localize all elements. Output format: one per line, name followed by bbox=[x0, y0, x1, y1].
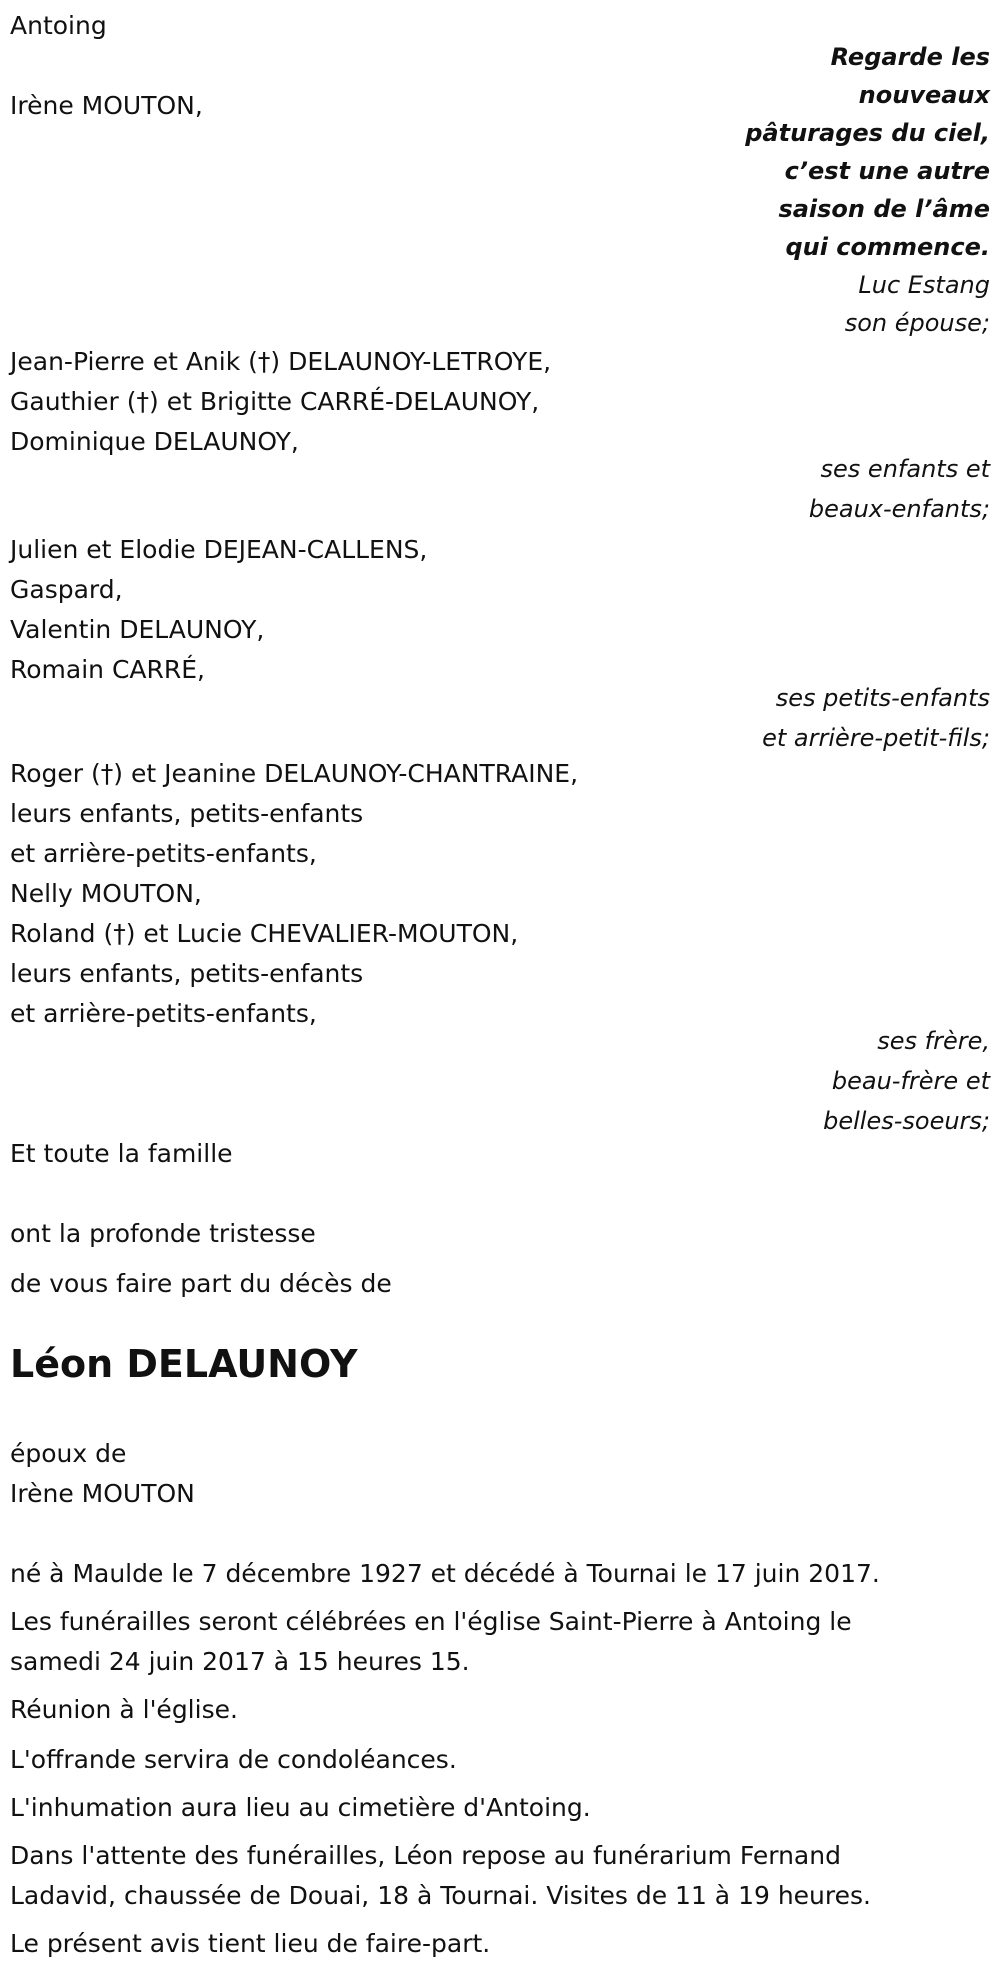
husband-of-line: époux de bbox=[10, 1439, 127, 1468]
spouse-role: son épouse; bbox=[844, 309, 990, 337]
rest-paragraph-line: Dans l'attente des funérailles, Léon repose au funérarium Fernand bbox=[10, 1841, 841, 1870]
rest-paragraph bbox=[10, 1836, 970, 1916]
siblings-role: beau-frère et bbox=[831, 1067, 990, 1095]
child-name: Gauthier (†) et Brigitte CARRÉ-DELAUNOY, bbox=[10, 387, 540, 416]
notice-paragraph: Le présent avis tient lieu de faire-part. bbox=[10, 1929, 491, 1958]
child-name: Dominique DELAUNOY, bbox=[10, 427, 299, 456]
spouse-name: Irène MOUTON, bbox=[10, 91, 203, 120]
grandchildren-role: ses petits-enfants bbox=[775, 684, 990, 712]
quote-author: Luc Estang bbox=[858, 271, 990, 299]
announcement-line: ont la profonde tristesse bbox=[10, 1219, 316, 1248]
meeting-paragraph: Réunion à l'église. bbox=[10, 1695, 238, 1724]
children-role: ses enfants et bbox=[820, 455, 990, 483]
grandchild-name: Romain CARRÉ, bbox=[10, 655, 205, 684]
quote-line: c’est une autre bbox=[784, 157, 990, 185]
grandchildren-role: et arrière-petit-fils; bbox=[762, 724, 990, 752]
birth-death-paragraph: né à Maulde le 7 décembre 1927 et décédé à Tournai le 17 juin 2017. bbox=[10, 1559, 880, 1588]
quote-line: qui commence. bbox=[785, 233, 990, 261]
burial-paragraph: L'inhumation aura lieu au cimetière d'Antoing. bbox=[10, 1793, 591, 1822]
sibling-line: et arrière-petits-enfants, bbox=[10, 999, 317, 1028]
rest-paragraph-line: Ladavid, chaussée de Douai, 18 à Tournai. Visites de 11 à 19 heures. bbox=[10, 1881, 871, 1910]
grandchild-name: Gaspard, bbox=[10, 575, 123, 604]
sibling-line: leurs enfants, petits-enfants bbox=[10, 799, 364, 828]
sibling-line: Nelly MOUTON, bbox=[10, 879, 202, 908]
funeral-paragraph bbox=[10, 1602, 970, 1682]
quote bbox=[390, 38, 990, 266]
siblings-role: ses frère, bbox=[877, 1027, 990, 1055]
location: Antoing bbox=[10, 11, 107, 40]
deceased-name: Léon DELAUNOY bbox=[10, 1342, 358, 1386]
quote-line: saison de l’âme bbox=[778, 195, 990, 223]
offering-paragraph: L'offrande servira de condoléances. bbox=[10, 1745, 457, 1774]
quote-line: nouveaux bbox=[858, 81, 990, 109]
quote-line: pâturages du ciel, bbox=[745, 119, 990, 147]
sibling-line: leurs enfants, petits-enfants bbox=[10, 959, 364, 988]
sibling-line: et arrière-petits-enfants, bbox=[10, 839, 317, 868]
sibling-line: Roland (†) et Lucie CHEVALIER-MOUTON, bbox=[10, 919, 519, 948]
siblings-role: belles-soeurs; bbox=[823, 1107, 990, 1135]
grandchild-name: Valentin DELAUNOY, bbox=[10, 615, 265, 644]
grandchild-name: Julien et Elodie DEJEAN-CALLENS, bbox=[10, 535, 428, 564]
funeral-paragraph-line: Les funérailles seront célébrées en l'église Saint-Pierre à Antoing le bbox=[10, 1607, 852, 1636]
family-line: Et toute la famille bbox=[10, 1139, 233, 1168]
child-name: Jean-Pierre et Anik (†) DELAUNOY-LETROYE, bbox=[10, 347, 552, 376]
announcement-line: de vous faire part du décès de bbox=[10, 1269, 392, 1298]
children-role: beaux-enfants; bbox=[808, 495, 990, 523]
sibling-line: Roger (†) et Jeanine DELAUNOY-CHANTRAINE, bbox=[10, 759, 579, 788]
husband-of-line: Irène MOUTON bbox=[10, 1479, 195, 1508]
funeral-paragraph-line: samedi 24 juin 2017 à 15 heures 15. bbox=[10, 1647, 470, 1676]
quote-line: Regarde les bbox=[830, 43, 990, 71]
